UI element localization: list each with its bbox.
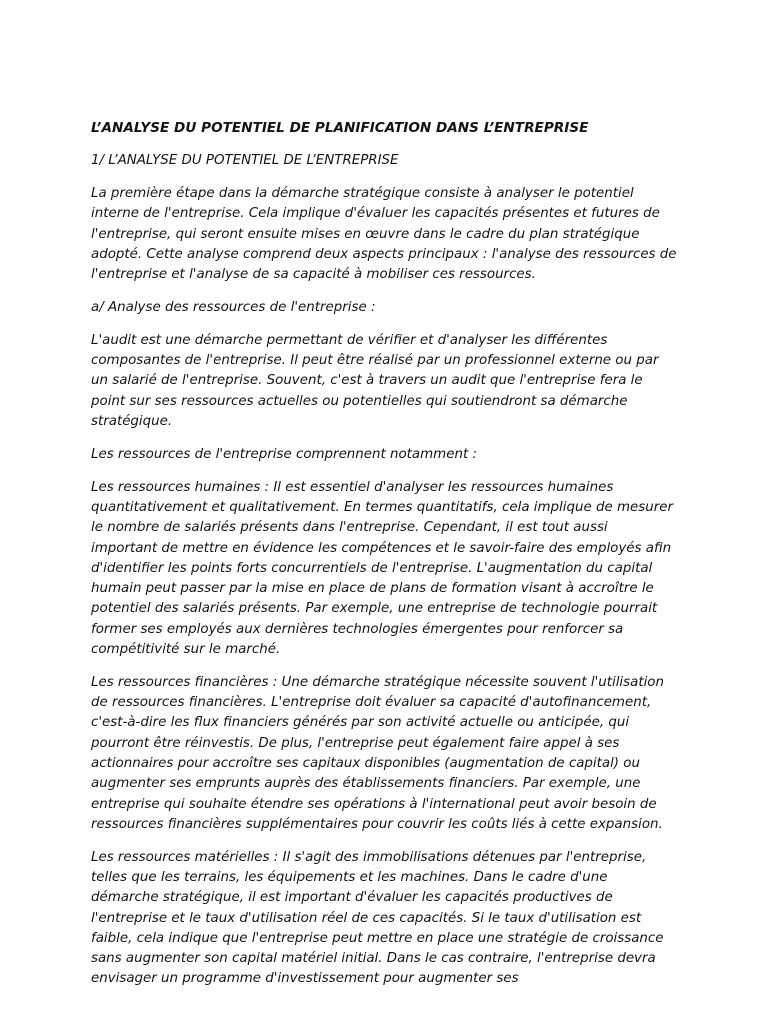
document-page [91, 118, 677, 1002]
audit-paragraph: L'audit est une démarche permettant de vérifier et d'analyser les différentes composantes de l'entreprise. Il peut être réalisé par un professionnel externe ou par un salarié de l'entreprise. Souvent, c'est à travers un audit que l'entreprise fera le point sur ses ressources actuelles ou potentielles qui soutiendront sa démarche stratégique. [91, 332, 659, 430]
section-heading: 1/ L’ANALYSE DU POTENTIEL DE L’ENTREPRISE [91, 153, 399, 169]
financial-resources-paragraph: Les ressources financières : Une démarche stratégique nécessite souvent l'utilisation de ressources financières. L'entreprise doit évaluer sa capacité d'autofinancement, c'est-à-dire les flux financiers générés par son activité actuelle ou anticipée, qui pourront être réinvestis. De plus, l'entreprise peut également faire appel à ses actionnaires pour accroître ses capitaux disponibles (augmentation de capital) ou augmenter ses emprunts auprès des établissements financiers. Par exemple, une entreprise qui souhaite étendre ses opérations à l'international peut avoir besoin de ressources financières supplémentaires pour couvrir les coûts liés à cette expansion. [91, 674, 664, 832]
human-resources-paragraph: Les ressources humaines : Il est essentiel d'analyser les ressources humaines quantitativement et qualitativement. En termes quantitatifs, cela implique de mesurer le nombre de salariés présents dans l'entreprise. Cependant, il est tout aussi important de mettre en évidence les compétences et le savoir-faire des employés afin d'identifier les points forts concurrentiels de l'entreprise. L'augmentation du capital humain peut passer par la mise en place de plans de formation visant à accroître le potentiel des salariés présents. Par exemple, une entreprise de technologie pourrait former ses employés aux dernières technologies émergentes pour renforcer sa compétitivité sur le marché. [91, 479, 673, 658]
document-title: L’ANALYSE DU POTENTIEL DE PLANIFICATION DANS L’ENTREPRISE [91, 120, 589, 136]
subheading-resources: a/ Analyse des ressources de l'entreprise : [91, 300, 376, 316]
material-resources-paragraph: Les ressources matérielles : Il s'agit des immobilisations détenues par l'entreprise, telles que les terrains, les équipements et les machines. Dans le cadre d'une démarche stratégique, il est important d'évaluer les capacités productives de l'entreprise et le taux d'utilisation réel de ces capacités. Si le taux d'utilisation est faible, cela indique que l'entreprise peut mettre en place une stratégie de croissance sans augmenter son capital matériel initial. Dans le cas contraire, l'entreprise devra envisager un programme d'investissement pour augmenter ses [91, 849, 664, 987]
intro-paragraph: La première étape dans la démarche stratégique consiste à analyser le potentiel interne de l'entreprise. Cela implique d'évaluer les capacités présentes et futures de l'entreprise, qui seront ensuite mises en œuvre dans le cadre du plan stratégique adopté. Cette analyse comprend deux aspects principaux : l'analyse des ressources de l'entreprise et l'analyse de sa capacité à mobiliser ces ressources. [91, 186, 677, 283]
resources-intro: Les ressources de l'entreprise comprennent notamment : [91, 446, 477, 462]
